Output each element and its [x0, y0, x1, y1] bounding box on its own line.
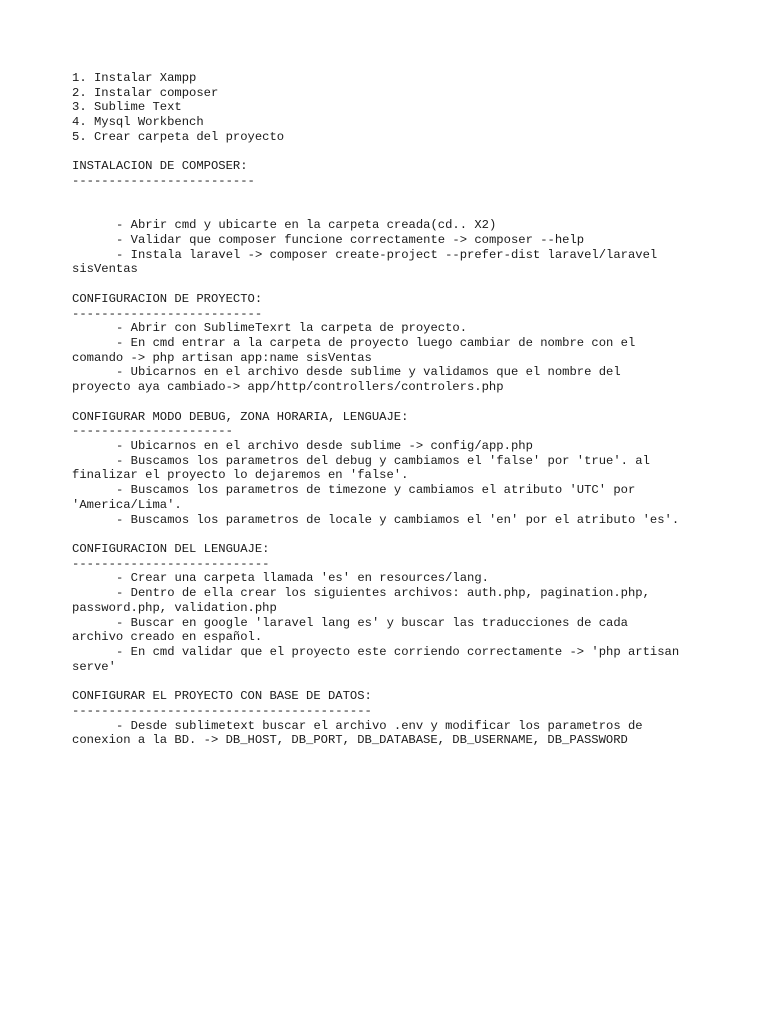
- text-line: - En cmd entrar a la carpeta de proyecto luego cambiar de nombre con el: [116, 335, 636, 350]
- section-rule: --------------------------: [72, 306, 263, 321]
- text-line: - Instala laravel -> composer create-project --prefer-dist laravel/laravel: [116, 247, 658, 262]
- text-line: - Desde sublimetext buscar el archivo .env y modificar los parametros de: [116, 718, 643, 733]
- text-line: 'America/Lima'.: [72, 497, 182, 512]
- text-line: conexion a la BD. -> DB_HOST, DB_PORT, DB_DATABASE, DB_USERNAME, DB_PASSWORD: [72, 733, 628, 748]
- spacer: [72, 203, 752, 218]
- step-item: 3. Sublime Text: [72, 100, 182, 115]
- section-rule: ---------------------------: [72, 556, 270, 571]
- text-line: - Validar que composer funcione correctamente -> composer --help: [116, 232, 585, 247]
- text-line: - Ubicarnos en el archivo desde sublime y validamos que el nombre del: [116, 365, 621, 380]
- step-item: 2. Instalar composer: [72, 85, 219, 100]
- text-line: - Buscamos los parametros de timezone y cambiamos el atributo 'UTC' por: [116, 483, 636, 498]
- text-line: - Ubicarnos en el archivo desde sublime -> config/app.php: [116, 438, 533, 453]
- spacer: [72, 277, 752, 292]
- text-line: - Abrir cmd y ubicarte en la carpeta creada(cd.. X2): [116, 218, 497, 233]
- text-line: - Buscar en google 'laravel lang es' y buscar las traducciones de cada: [116, 615, 628, 630]
- text-line: - Buscamos los parametros del debug y cambiamos el 'false' por 'true'. al: [116, 453, 650, 468]
- section-rule: -------------------------: [72, 174, 255, 189]
- text-line: - Abrir con SublimeTexrt la carpeta de proyecto.: [116, 321, 468, 336]
- section-heading: CONFIGURACION DEL LENGUAJE:: [72, 542, 270, 556]
- section-rule: -----------------------------------------: [72, 703, 372, 718]
- spacer: [72, 674, 752, 689]
- text-line: finalizar el proyecto lo dejaremos en 'false'.: [72, 468, 409, 483]
- text-line: sisVentas: [72, 262, 138, 277]
- document-page: [72, 71, 752, 748]
- text-line: comando -> php artisan app:name sisVentas: [72, 350, 372, 365]
- text-line: - Dentro de ella crear los siguientes archivos: auth.php, pagination.php,: [116, 586, 650, 601]
- spacer: [72, 189, 752, 204]
- section-heading: CONFIGURAR EL PROYECTO CON BASE DE DATOS:: [72, 689, 372, 704]
- text-line: password.php, validation.php: [72, 600, 277, 615]
- spacer: [72, 395, 752, 410]
- text-line: archivo creado en español.: [72, 630, 263, 645]
- step-item: 1. Instalar Xampp: [72, 71, 197, 85]
- section-heading: INSTALACION DE COMPOSER:: [72, 159, 248, 174]
- text-line: proyecto aya cambiado-> app/http/controllers/controlers.php: [72, 380, 504, 395]
- spacer: [72, 527, 752, 542]
- text-line: serve': [72, 659, 116, 674]
- text-line: - En cmd validar que el proyecto este corriendo correctamente -> 'php artisan: [116, 645, 680, 660]
- text-line: - Buscamos los parametros de locale y cambiamos el 'en' por el atributo 'es'.: [116, 512, 680, 527]
- step-item: 4. Mysql Workbench: [72, 115, 204, 130]
- text-line: - Crear una carpeta llamada 'es' en resources/lang.: [116, 571, 489, 586]
- spacer: [72, 145, 752, 160]
- section-rule: ----------------------: [72, 424, 233, 439]
- section-heading: CONFIGURAR MODO DEBUG, ZONA HORARIA, LENGUAJE:: [72, 409, 409, 424]
- step-item: 5. Crear carpeta del proyecto: [72, 129, 285, 144]
- section-heading: CONFIGURACION DE PROYECTO:: [72, 291, 263, 306]
